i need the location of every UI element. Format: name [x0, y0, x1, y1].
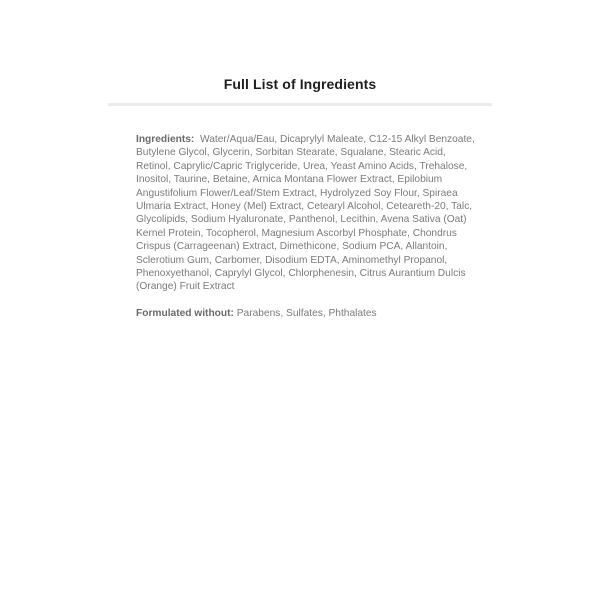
- ingredients-paragraph: [136, 133, 478, 294]
- page-title: Full List of Ingredients: [223, 76, 377, 92]
- ingredients-list: Water/Aqua/Eau, Dicaprylyl Maleate, C12-15 Alkyl Benzoate, Butylene Glycol, Glycerin, Sorbitan Stearate, Squalane, Stearic Acid, Retinol, Caprylic/Capric Triglyceride, Urea, Yeast Amino Acids, Trehalose, Inositol, Taurine, Betaine, Arnica Montana Flower Extract, Epilobium Angustifolium Flower/Leaf/Stem Extract, Hydrolyzed Soy Flour, Spiraea Ulmaria Extract, Honey (Mel) Extract, Cetearyl Alcohol, Ceteareth-20, Talc, Glycolipids, Sodium Hyaluronate, Panthenol, Lecithin, Avena Sativa (Oat) Kernel Protein, Tocopherol, Magnesium Ascorbyl Phosphate, Chondrus Crispus (Carrageenan) Extract, Dimethicone, Sodium PCA, Allantoin, Sclerotium Gum, Carbomer, Disodium EDTA, Aminomethyl Propanol, Phenoxyethanol, Caprylyl Glycol, Chlorphenesin, Citrus Aurantium Dulcis (Orange) Fruit Extract: [136, 134, 475, 293]
- formulated-without-paragraph: [136, 307, 478, 320]
- title-divider: [108, 103, 492, 106]
- ingredients-label: Ingredients:: [136, 134, 195, 145]
- formulated-without-list: Parabens, Sulfates, Phthalates: [236, 308, 377, 319]
- formulated-without-label: Formulated without:: [136, 308, 234, 319]
